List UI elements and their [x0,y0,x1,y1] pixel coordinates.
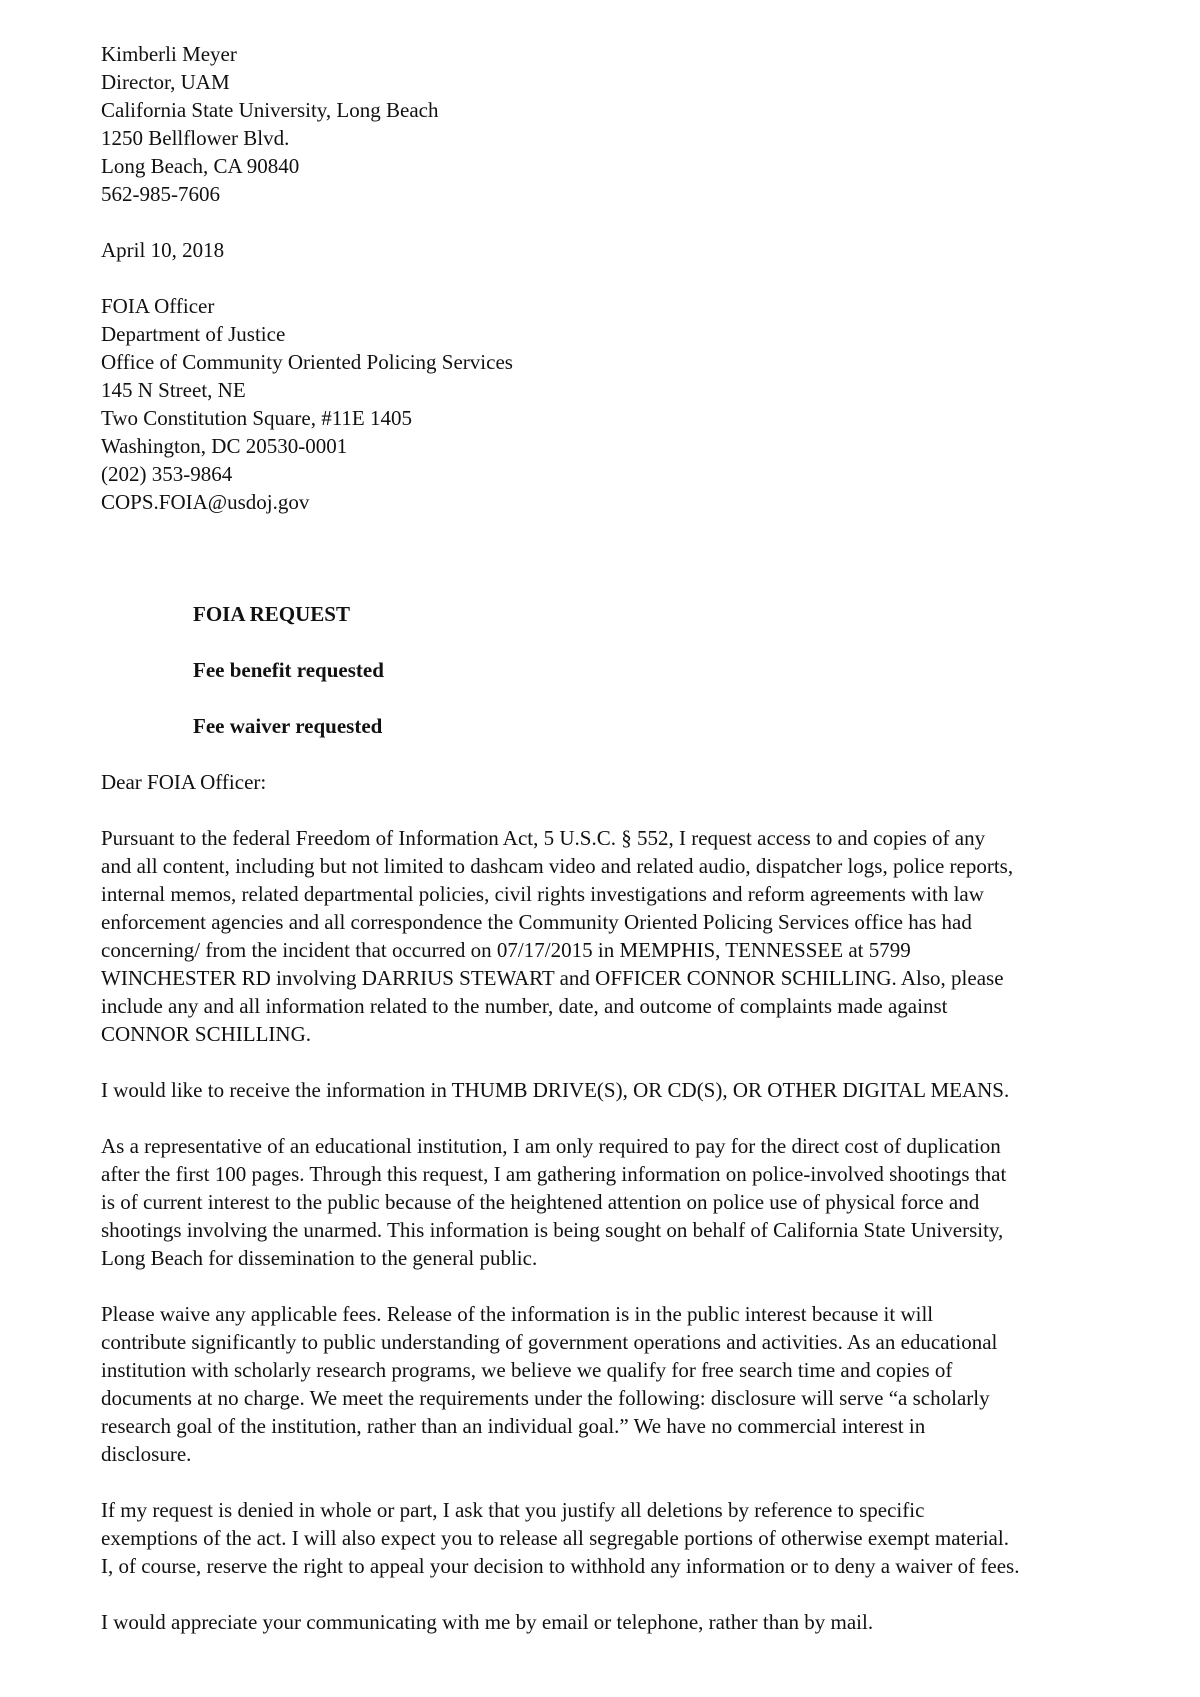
recipient-suite: Two Constitution Square, #11E 1405 [101,406,412,430]
paragraph-line: Long Beach for dissemination to the general public. [101,1246,538,1270]
paragraph-format [101,1076,1171,1104]
recipient-city: Washington, DC 20530-0001 [101,434,348,458]
recipient-address [101,292,1171,516]
paragraph-line: CONNOR SCHILLING. [101,1022,311,1046]
paragraph-line: exemptions of the act. I will also expect you to release all segregable portions of otherwise exempt material. [101,1526,1009,1550]
paragraph-denial [101,1496,1171,1580]
heading-fee-waiver: Fee waiver requested [193,714,383,738]
paragraph-line: Please waive any applicable fees. Release of the information is in the public interest because it will [101,1302,934,1326]
letter-date: April 10, 2018 [101,238,225,262]
paragraph-line: after the first 100 pages. Through this request, I am gathering information on police-involved shootings that [101,1162,1007,1186]
sender-phone: 562-985-7606 [101,182,220,206]
paragraph-line: shootings involving the unarmed. This information is being sought on behalf of California State University, [101,1218,1004,1242]
sender-title: Director, UAM [101,70,230,94]
salutation: Dear FOIA Officer: [101,770,267,794]
letter-content [101,40,1171,1636]
sender-address [101,40,1171,208]
recipient-phone: (202) 353-9864 [101,462,233,486]
heading-foia-request: FOIA REQUEST [193,602,350,626]
paragraph-line: I would like to receive the information in THUMB DRIVE(S), OR CD(S), OR OTHER DIGITAL MEANS. [101,1078,1010,1102]
paragraph-line: and all content, including but not limited to dashcam video and related audio, dispatcher logs, police reports, [101,854,1014,878]
paragraph-line: WINCHESTER RD involving DARRIUS STEWART and OFFICER CONNOR SCHILLING. Also, please [101,966,1004,990]
heading-fee-benefit: Fee benefit requested [193,658,384,682]
paragraph-line: I, of course, reserve the right to appeal your decision to withhold any information or to deny a waiver of fees. [101,1554,1020,1578]
paragraph-line: concerning/ from the incident that occurred on 07/17/2015 in MEMPHIS, TENNESSEE at 5799 [101,938,911,962]
paragraph-line: documents at no charge. We meet the requirements under the following: disclosure will serve “a scholarly [101,1386,990,1410]
paragraph-contact [101,1608,1171,1636]
paragraph-request [101,824,1171,1048]
sender-institution: California State University, Long Beach [101,98,439,122]
paragraph-line: disclosure. [101,1442,192,1466]
sender-street: 1250 Bellflower Blvd. [101,126,290,150]
paragraph-line: I would appreciate your communicating with me by email or telephone, rather than by mail. [101,1610,874,1634]
recipient-street: 145 N Street, NE [101,378,246,402]
paragraph-fee-waiver [101,1300,1171,1468]
paragraph-line: internal memos, related departmental policies, civil rights investigations and reform agreements with law [101,882,984,906]
paragraph-line: research goal of the institution, rather than an individual goal.” We have no commercial interest in [101,1414,926,1438]
paragraph-line: is of current interest to the public because of the heightened attention on police use of physical force and [101,1190,980,1214]
sender-name: Kimberli Meyer [101,42,237,66]
recipient-office: Office of Community Oriented Policing Services [101,350,513,374]
recipient-title: FOIA Officer [101,294,215,318]
recipient-department: Department of Justice [101,322,286,346]
paragraph-line: As a representative of an educational institution, I am only required to pay for the direct cost of duplication [101,1134,1001,1158]
sender-city: Long Beach, CA 90840 [101,154,300,178]
paragraph-line: Pursuant to the federal Freedom of Information Act, 5 U.S.C. § 552, I request access to and copies of any [101,826,986,850]
paragraph-educational [101,1132,1171,1272]
paragraph-line: enforcement agencies and all correspondence the Community Oriented Policing Services office has had [101,910,972,934]
paragraph-line: contribute significantly to public understanding of government operations and activities. As an educational [101,1330,998,1354]
paragraph-line: If my request is denied in whole or part, I ask that you justify all deletions by reference to specific [101,1498,925,1522]
paragraph-line: include any and all information related to the number, date, and outcome of complaints made against [101,994,948,1018]
recipient-email: COPS.FOIA@usdoj.gov [101,490,310,514]
paragraph-line: institution with scholarly research programs, we believe we qualify for free search time and copies of [101,1358,953,1382]
